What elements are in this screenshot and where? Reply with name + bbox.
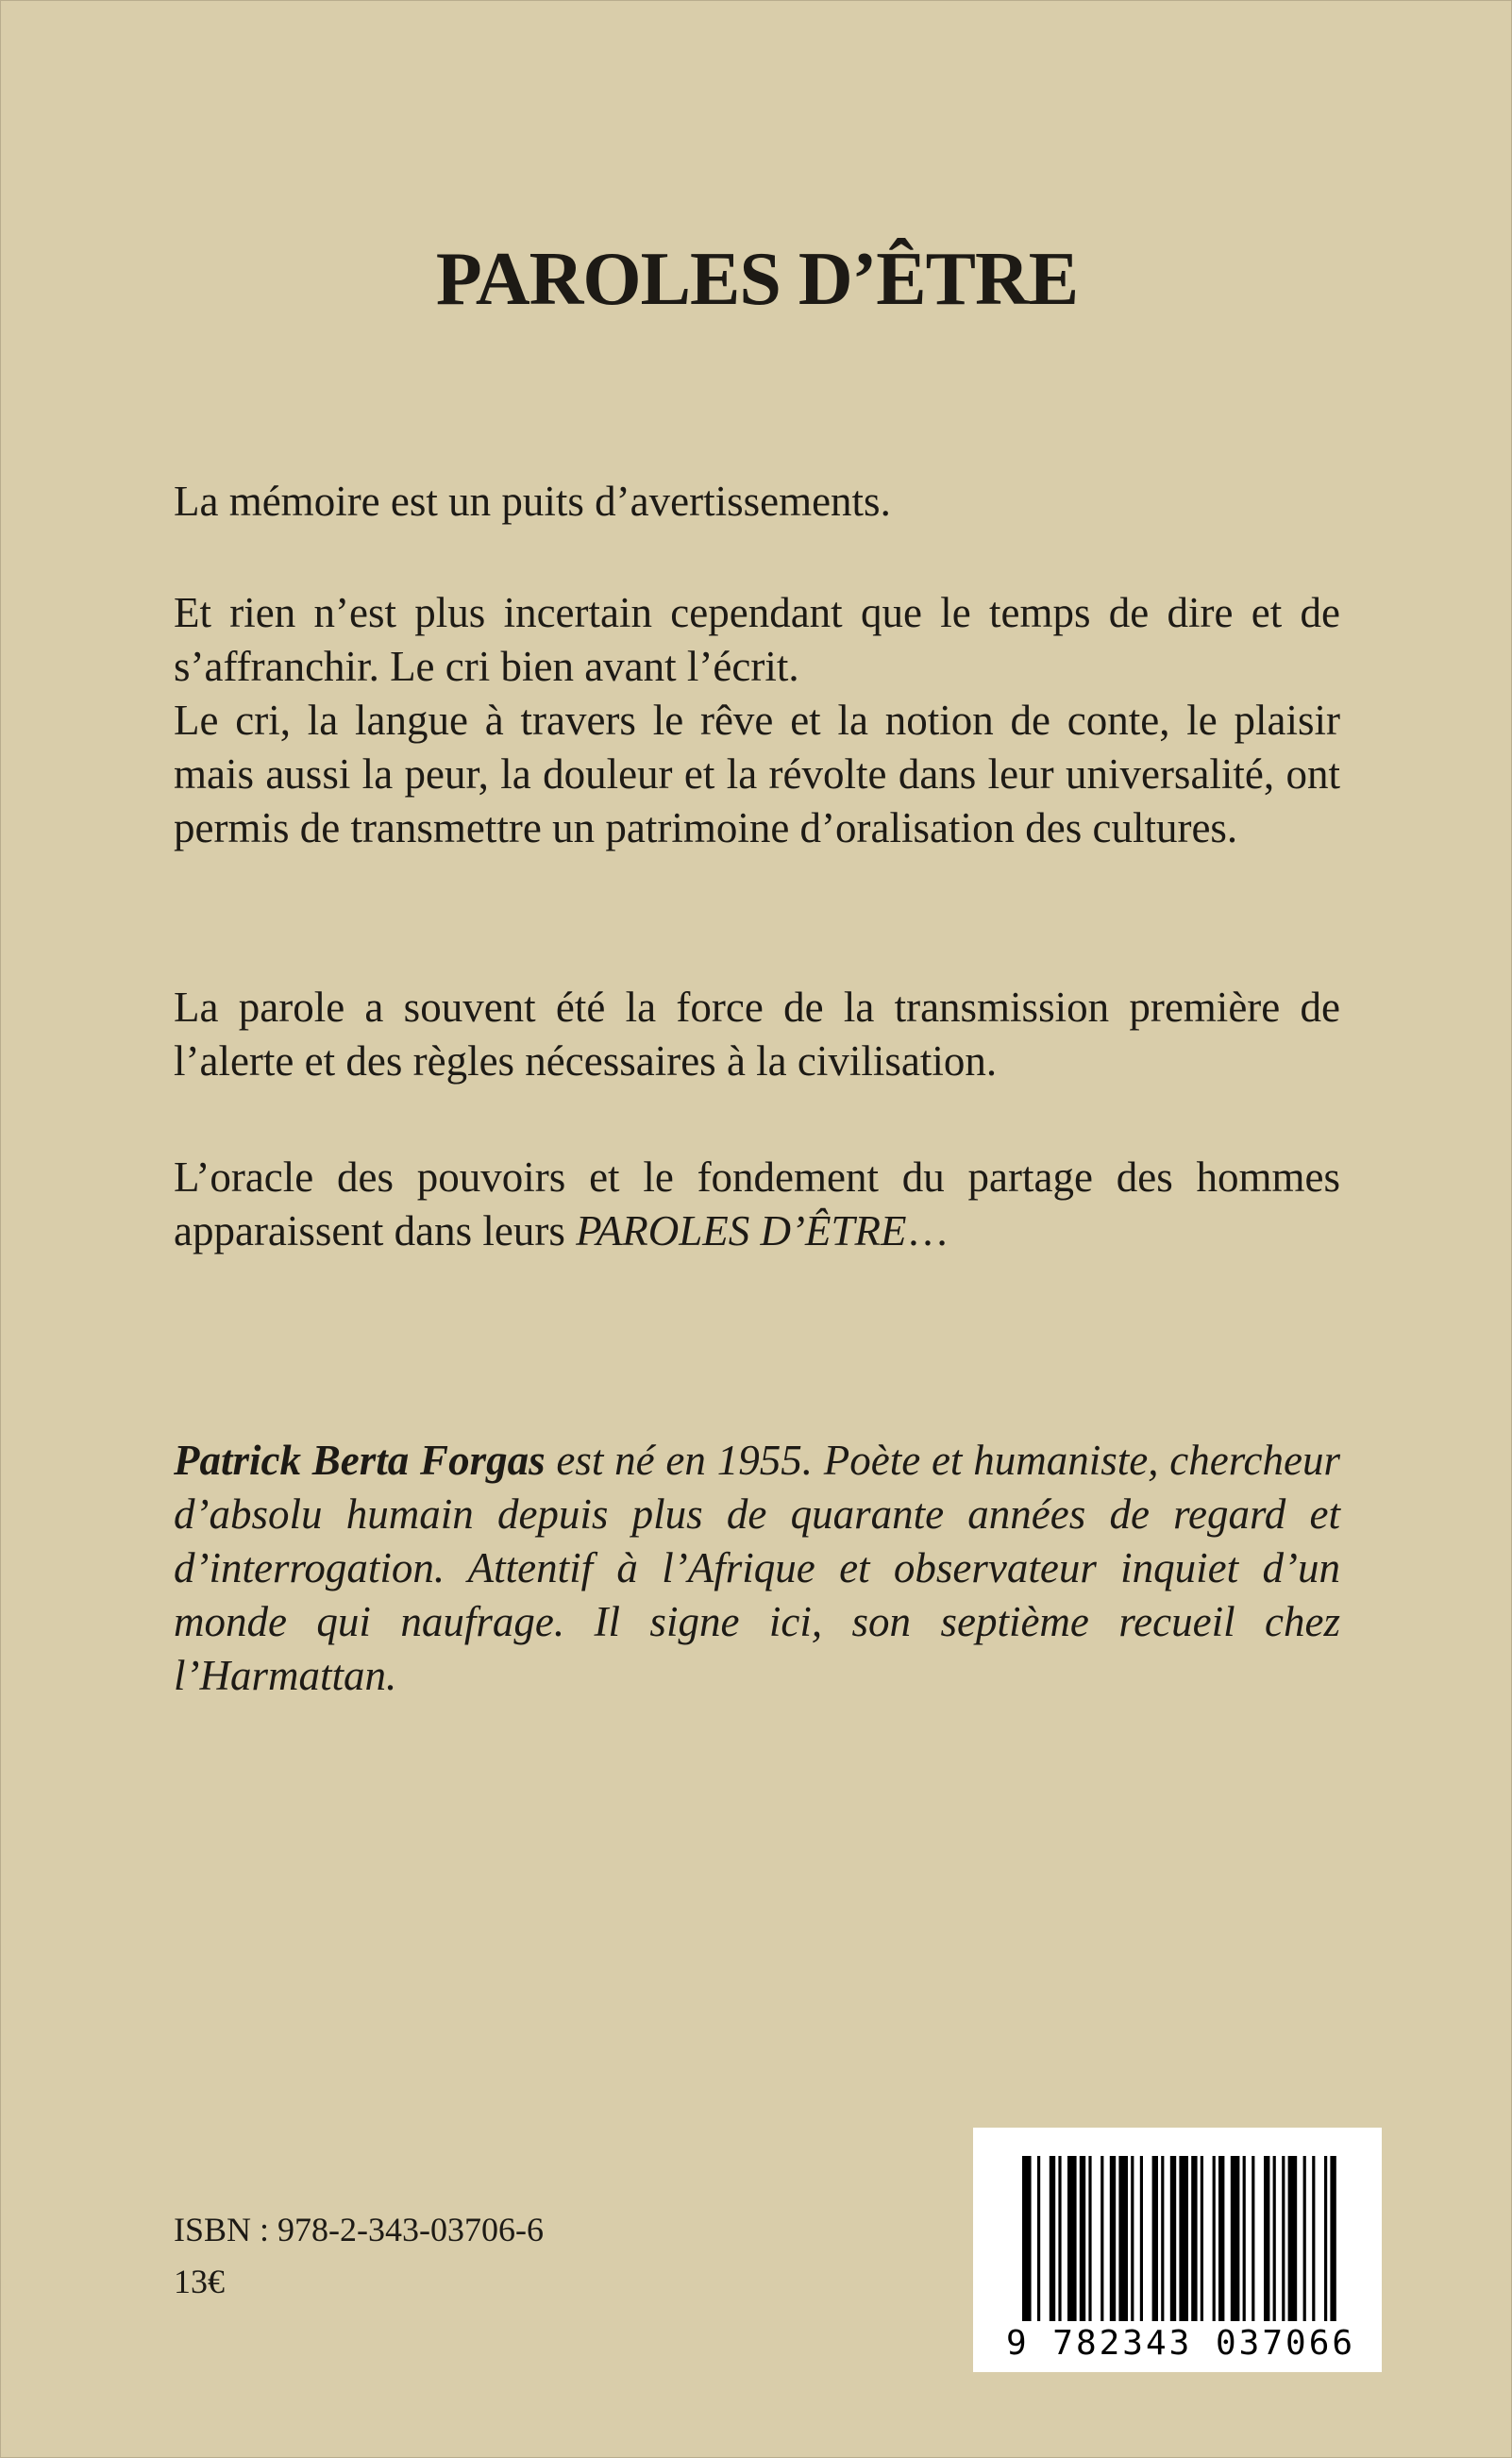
barcode-bar	[1218, 2156, 1224, 2321]
barcode-bar	[1252, 2156, 1254, 2321]
barcode-bar	[1179, 2156, 1188, 2321]
paragraph-parole: La parole a souvent été la force de la transmission première de l’alerte et des règles nécessaires à la civilisation.	[174, 984, 1340, 1085]
barcode-bar	[1140, 2156, 1143, 2321]
paragraph-cri-first: Et rien n’est plus incertain cependant que le temps de dire et de s’affranchir. Le cri bien avant l’écrit.	[174, 589, 1340, 690]
barcode-bar	[1312, 2156, 1315, 2321]
barcode-icon	[1022, 2156, 1339, 2335]
paragraph-memory: La mémoire est un puits d’avertissements.	[174, 478, 891, 525]
barcode-bar	[1110, 2156, 1116, 2321]
barcode-bar	[1330, 2156, 1336, 2321]
barcode-bar	[1282, 2156, 1285, 2321]
paragraph-oracle	[174, 1151, 1340, 1258]
barcode-bar	[1243, 2156, 1246, 2321]
barcode-bar	[1100, 2156, 1103, 2321]
barcode-bar	[1118, 2156, 1128, 2321]
barcode-bar	[1037, 2156, 1040, 2321]
barcode-bar	[1213, 2156, 1216, 2321]
paragraph-oracle-title: PAROLES D’ÊTRE	[576, 1207, 907, 1254]
paragraph-cri	[174, 586, 1340, 855]
isbn-label: ISBN : 978-2-343-03706-6	[174, 2211, 544, 2248]
barcode-bar	[1161, 2156, 1164, 2321]
barcode-bar	[1050, 2156, 1055, 2321]
paragraph-cri-second: Le cri, la langue à travers le rêve et la notion de conte, le plaisir mais aussi la peur, la douleur et la révolte dans leur universalité, ont permis de transmettre un patrimoine d’oralisation des cultures.	[174, 697, 1340, 851]
barcode-bar	[1231, 2156, 1240, 2321]
barcode-bar	[1273, 2156, 1276, 2321]
author-bio-text: est né en 1955. Poète et humaniste, chercheur d’absolu humain depuis plus de quarante années de regard et d’interrogation. Attentif à l’Afrique et observateur inquiet d’un monde qui naufrage. Il signe ici, son septième recueil chez l’Harmattan.	[174, 1437, 1340, 1699]
barcode-bar	[1152, 2156, 1158, 2321]
author-name: Patrick Berta Forgas	[174, 1437, 546, 1484]
barcode-bar	[1022, 2156, 1032, 2321]
barcode-bar	[1201, 2156, 1203, 2321]
barcode-bar	[1303, 2156, 1306, 2321]
author-bio	[174, 1434, 1340, 1703]
barcode-bar	[1288, 2156, 1298, 2321]
barcode-bar	[1170, 2156, 1176, 2321]
barcode-bar	[1324, 2156, 1327, 2321]
book-title: PAROLES D’ÊTRE	[435, 238, 1079, 321]
barcode-bar	[1067, 2156, 1077, 2321]
barcode-bar	[1191, 2156, 1197, 2321]
barcode-bar	[1080, 2156, 1085, 2321]
paragraph-oracle-text: L’oracle des pouvoirs et le fondement du partage des hommes apparaissent dans leurs	[174, 1153, 1340, 1254]
barcode-panel	[973, 2128, 1382, 2372]
barcode-bar	[1131, 2156, 1134, 2321]
barcode-bar	[1264, 2156, 1269, 2321]
barcode-number: 9 782343 037066	[1005, 2324, 1356, 2363]
barcode-bar	[1088, 2156, 1091, 2321]
paragraph-oracle-ellipsis: …	[906, 1207, 949, 1254]
barcode-bar	[1058, 2156, 1061, 2321]
price-label: 13€	[174, 2263, 225, 2300]
